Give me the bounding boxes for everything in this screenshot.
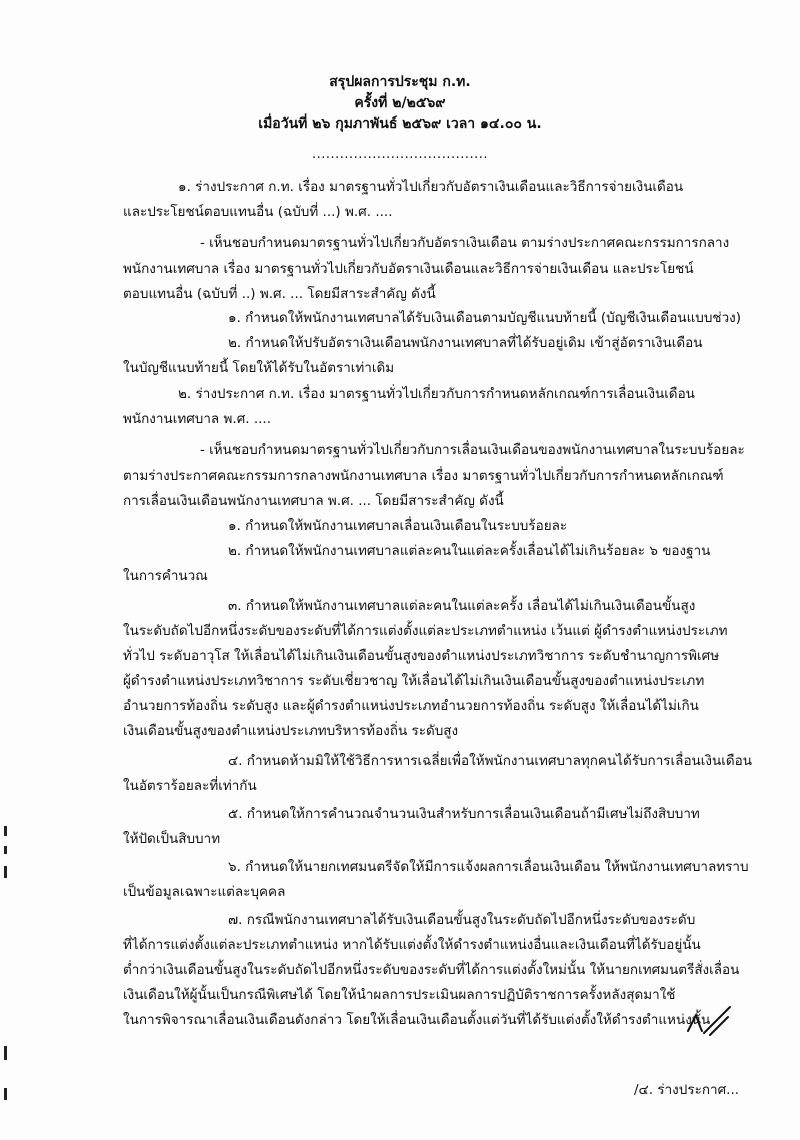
body-line: การเลื่อนเงินเดือนพนักงานเทศบาล พ.ศ. ... โดยมีสาระสำคัญ ดังนี้ <box>123 493 504 509</box>
body-line: ให้ปัดเป็นสิบบาท <box>123 831 221 847</box>
body-line: ตามร่างประกาศคณะกรรมการกลางพนักงานเทศบาล เรื่อง มาตรฐานทั่วไปเกี่ยวกับการกำหนดหลักเกณฑ์ <box>123 468 724 484</box>
body-line: ในการคำนวณ <box>123 568 208 584</box>
header-divider: ...................................... <box>311 147 489 162</box>
body-line: ทั่วไป ระดับอาวุโส ให้เลื่อนได้ไม่เกินเงินเดือนขั้นสูงของตำแหน่งประเภทวิชาการ ระดับชำนาญการพิเศษ <box>123 648 720 664</box>
body-line: ๑. กำหนดให้พนักงานเทศบาลเลื่อนเงินเดือนในระบบร้อยละ <box>228 518 568 534</box>
continuation-note: /๔. ร่างประกาศ... <box>634 1082 740 1098</box>
body-line: ๗. กรณีพนักงานเทศบาลได้รับเงินเดือนขั้นสูงในระดับถัดไปอีกหนึ่งระดับของระดับ <box>228 912 696 928</box>
scan-edge-mark <box>4 1046 7 1060</box>
meeting-date: เมื่อวันที่ ๒๖ กุมภาพันธ์ ๒๕๖๙ เวลา ๑๔.๐๐ น. <box>258 116 542 132</box>
body-line: ผู้ดำรงตำแหน่งประเภทวิชาการ ระดับเชี่ยวชาญ ให้เลื่อนได้ไม่เกินเงินเดือนขั้นสูงของตำแหน่งประเภท <box>123 673 705 689</box>
document-title: สรุปผลการประชุม ก.ท. <box>329 74 471 90</box>
body-line: ๓. กำหนดให้พนักงานเทศบาลแต่ละคนในแต่ละครั้ง เลื่อนได้ไม่เกินเงินเดือนขั้นสูง <box>228 598 696 614</box>
body-line: ในการพิจารณาเลื่อนเงินเดือนดังกล่าว โดยให้เลื่อนเงินเดือนตั้งแต่วันที่ได้รับแต่งตั้งให้ดำรงตำแหน่งนั้น <box>123 1012 711 1028</box>
body-line: พนักงานเทศบาล เรื่อง มาตรฐานทั่วไปเกี่ยวกับอัตราเงินเดือนและวิธีการจ่ายเงินเดือน และประโยชน์ <box>123 261 694 277</box>
body-line: ๕. กำหนดให้การคำนวณจำนวนเงินสำหรับการเลื่อนเงินเดือนถ้ามีเศษไม่ถึงสิบบาท <box>228 806 700 822</box>
body-line: ๑. กำหนดให้พนักงานเทศบาลได้รับเงินเดือนตามบัญชีแนบท้ายนี้ (บัญชีเงินเดือนแบบช่วง) <box>228 310 742 326</box>
signature-mark <box>684 1005 734 1037</box>
body-line: ในบัญชีแนบท้ายนี้ โดยให้ได้รับในอัตราเท่าเดิม <box>123 360 395 376</box>
body-line: พนักงานเทศบาล พ.ศ. .... <box>123 411 272 427</box>
body-line: เงินเดือนขั้นสูงของตำแหน่งประเภทบริหารท้องถิ่น ระดับสูง <box>123 723 459 739</box>
agenda-item-2-title: ๒. ร่างประกาศ ก.ท. เรื่อง มาตรฐานทั่วไปเกี่ยวกับการกำหนดหลักเกณฑ์การเลื่อนเงินเดือน <box>178 386 695 402</box>
body-line: ๔. กำหนดห้ามมิให้ใช้วิธีการหารเฉลี่ยเพื่อให้พนักงานเทศบาลทุกคนได้รับการเลื่อนเงินเดือน <box>228 753 752 769</box>
body-line: เงินเดือนให้ผู้นั้นเป็นกรณีพิเศษได้ โดยให้นำผลการประเมินผลการปฏิบัติราชการครั้งหลังสุดมาใช้ <box>123 987 676 1003</box>
scan-edge-mark <box>4 846 7 854</box>
scan-edge-mark <box>4 826 7 836</box>
scan-edge-mark <box>4 1088 7 1100</box>
scan-edge-mark <box>4 866 7 878</box>
body-line: ในอัตราร้อยละที่เท่ากัน <box>123 778 257 794</box>
body-line: - เห็นชอบกำหนดมาตรฐานทั่วไปเกี่ยวกับการเลื่อนเงินเดือนของพนักงานเทศบาลในระบบร้อยละ <box>200 442 745 458</box>
meeting-session: ครั้งที่ ๒/๒๕๖๙ <box>354 95 446 111</box>
body-line: อำนวยการท้องถิ่น ระดับสูง และผู้ดำรงตำแหน่งประเภทอำนวยการท้องถิ่น ระดับสูง ให้เลื่อนได้ไม่เกิน <box>123 698 699 714</box>
body-line: ๒. กำหนดให้พนักงานเทศบาลแต่ละคนในแต่ละครั้งเลื่อนได้ไม่เกินร้อยละ ๖ ของฐาน <box>228 543 711 559</box>
body-line: ตอบแทนอื่น (ฉบับที่ ..) พ.ศ. ... โดยมีสาระสำคัญ ดังนี้ <box>123 286 436 302</box>
body-line: ในระดับถัดไปอีกหนึ่งระดับของระดับที่ได้การแต่งตั้งแต่ละประเภทตำแหน่ง เว้นแต่ ผู้ดำรงตำแหน่งประเภท <box>123 623 728 639</box>
body-line: - เห็นชอบกำหนดมาตรฐานทั่วไปเกี่ยวกับอัตราเงินเดือน ตามร่างประกาศคณะกรรมการกลาง <box>200 235 730 251</box>
body-line: เป็นข้อมูลเฉพาะแต่ละบุคคล <box>123 884 286 900</box>
body-line: และประโยชน์ตอบแทนอื่น (ฉบับที่ ...) พ.ศ. .... <box>123 204 393 220</box>
body-line: ที่ได้การแต่งตั้งแต่ละประเภทตำแหน่ง หากได้รับแต่งตั้งให้ดำรงตำแหน่งอื่นและเงินเดือนที่ได้รับอยู่นั้น <box>123 937 701 953</box>
agenda-item-1-title: ๑. ร่างประกาศ ก.ท. เรื่อง มาตรฐานทั่วไปเกี่ยวกับอัตราเงินเดือนและวิธีการจ่ายเงินเดือน <box>178 179 684 195</box>
body-line: ต่ำกว่าเงินเดือนขั้นสูงในระดับถัดไปอีกหนึ่งระดับของระดับที่ได้การแต่งตั้งใหม่นั้น ให้นายกเทศมนตรีสั่งเลื่อน <box>123 962 740 978</box>
body-line: ๒. กำหนดให้ปรับอัตราเงินเดือนพนักงานเทศบาลที่ได้รับอยู่เดิม เข้าสู่อัตราเงินเดือน <box>228 335 703 351</box>
body-line: ๖. กำหนดให้นายกเทศมนตรีจัดให้มีการแจ้งผลการเลื่อนเงินเดือน ให้พนักงานเทศบาลทราบ <box>228 859 749 875</box>
